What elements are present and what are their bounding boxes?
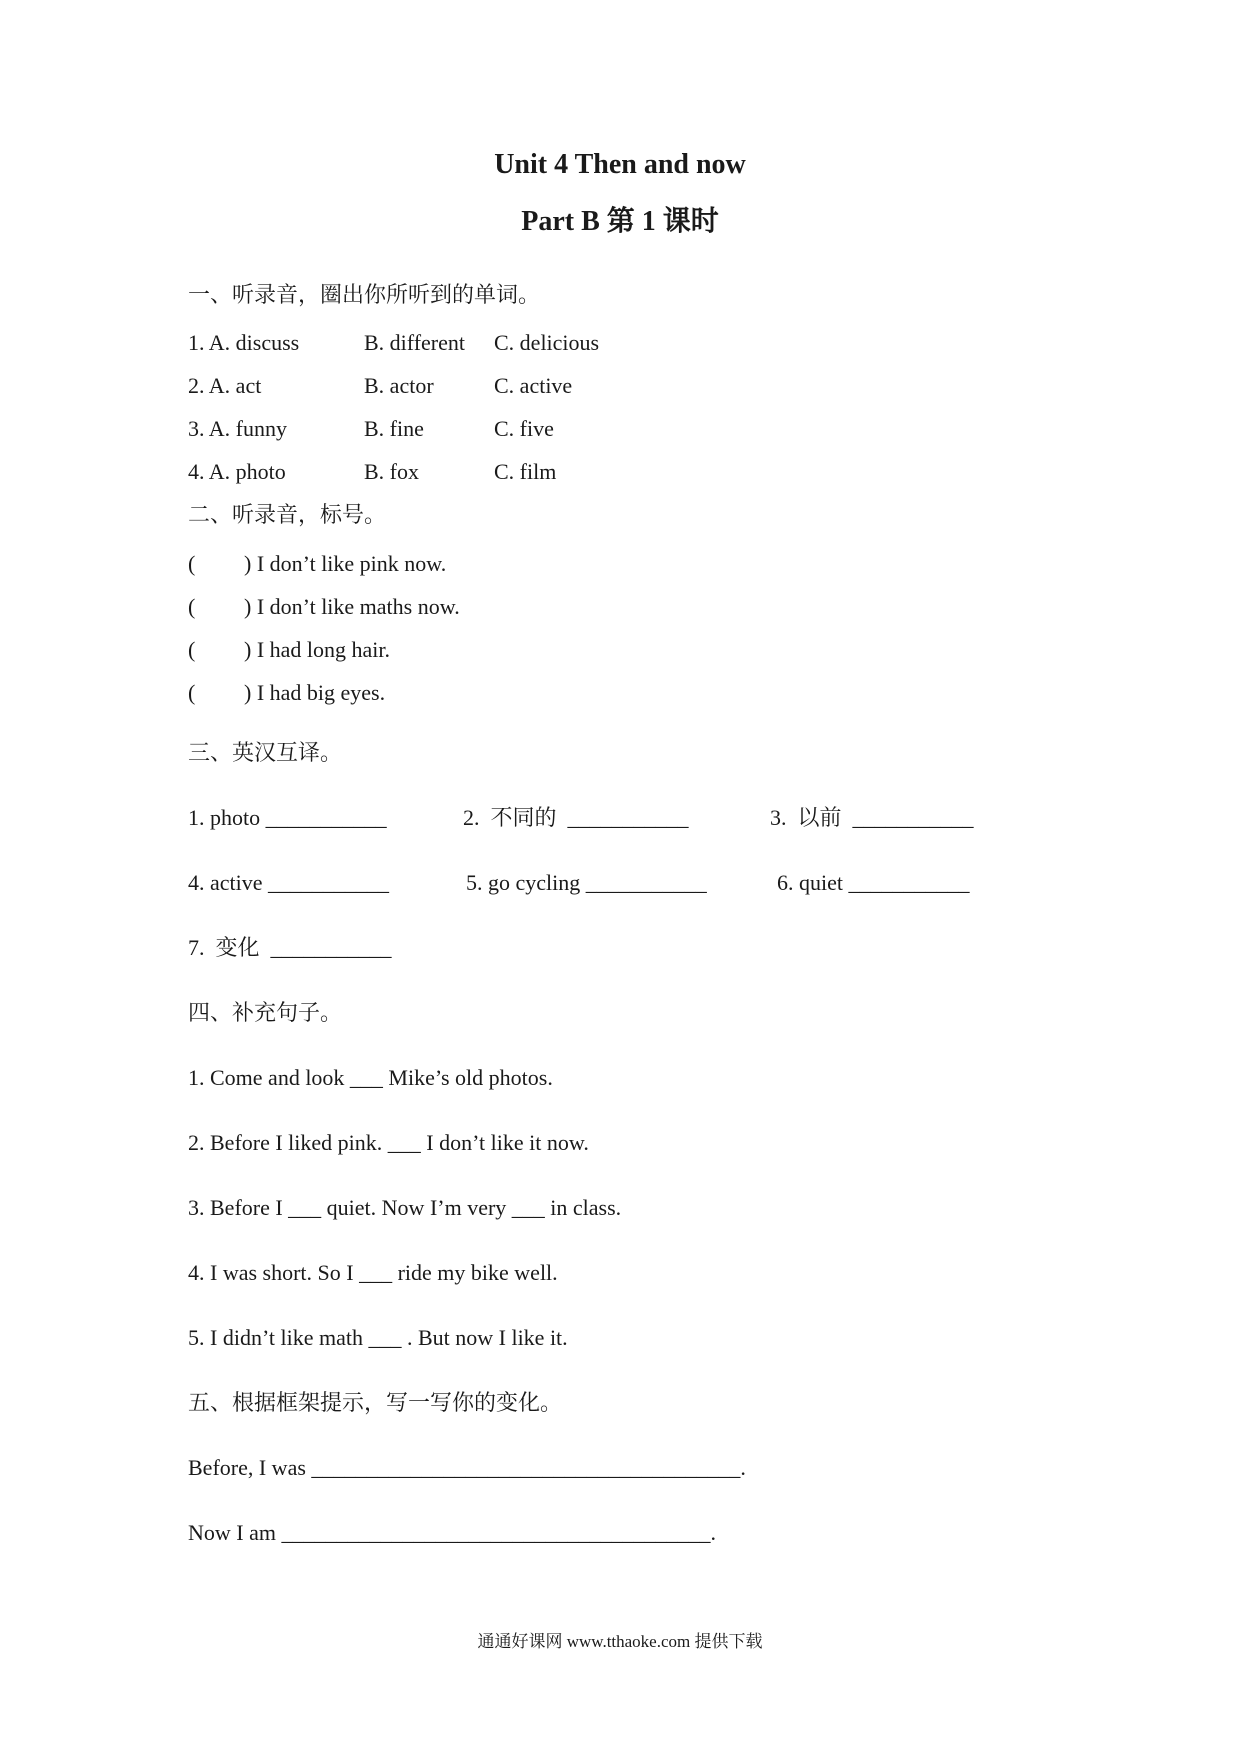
writing-line-before: Before, I was _______________________________________. — [188, 1455, 746, 1480]
complete-sentence-3: 3. Before I ___ quiet. Now I’m very ___ in class. — [188, 1195, 622, 1220]
section-3-heading: 三、英汉互译。 — [188, 740, 343, 765]
section-1-heading: 一、听录音，圈出你所听到的单词。 — [188, 282, 541, 307]
listen-sentence-1: ) I don’t like pink now. — [244, 551, 447, 576]
translate-item-5: 5. go cycling ___________ — [466, 870, 707, 895]
choice-3-c: C. five — [494, 416, 554, 441]
complete-sentence-5: 5. I didn’t like math ___ . But now I like it. — [188, 1325, 568, 1350]
translate-item-6: 6. quiet ___________ — [777, 870, 970, 895]
choice-2-b: B. actor — [364, 373, 434, 398]
part-title: Part B 第 1 课时 — [521, 206, 719, 237]
choice-2-c: C. active — [494, 373, 573, 398]
translate-item-1: 1. photo ___________ — [188, 805, 387, 830]
page-footer: 通通好课网 www.tthaoke.com 提供下载 — [477, 1632, 763, 1651]
translate-item-4: 4. active ___________ — [188, 870, 390, 895]
choice-4-b: B. fox — [364, 459, 419, 484]
section-2-heading: 二、听录音，标号。 — [188, 502, 387, 527]
writing-line-now: Now I am _______________________________________. — [188, 1520, 716, 1545]
complete-sentence-2: 2. Before I liked pink. ___ I don’t like it now. — [188, 1130, 589, 1155]
choice-4-c: C. film — [494, 459, 557, 484]
number-paren: ( — [188, 551, 196, 576]
choice-3-b: B. fine — [364, 416, 424, 441]
choice-1-c: C. delicious — [494, 330, 600, 355]
listen-sentence-2: ) I don’t like maths now. — [244, 594, 460, 619]
translate-item-7: 7. 变化 ___________ — [188, 935, 392, 960]
listen-sentence-4: ) I had big eyes. — [244, 680, 386, 705]
choice-4-a: 4. A. photo — [188, 459, 286, 484]
section-4-heading: 四、补充句子。 — [188, 1000, 343, 1025]
choice-1-b: B. different — [364, 330, 466, 355]
number-paren: ( — [188, 680, 196, 705]
translate-item-2: 2. 不同的 ___________ — [463, 805, 689, 830]
translate-item-3: 3. 以前 ___________ — [770, 805, 974, 830]
complete-sentence-4: 4. I was short. So I ___ ride my bike well. — [188, 1260, 558, 1285]
choice-1-a: 1. A. discuss — [188, 330, 300, 355]
choice-2-a: 2. A. act — [188, 373, 262, 398]
number-paren: ( — [188, 637, 196, 662]
complete-sentence-1: 1. Come and look ___ Mike’s old photos. — [188, 1065, 553, 1090]
number-paren: ( — [188, 594, 196, 619]
choice-3-a: 3. A. funny — [188, 416, 287, 441]
listen-sentence-3: ) I had long hair. — [244, 637, 391, 662]
section-5-heading: 五、根据框架提示，写一写你的变化。 — [188, 1390, 563, 1415]
unit-title: Unit 4 Then and now — [494, 149, 746, 180]
